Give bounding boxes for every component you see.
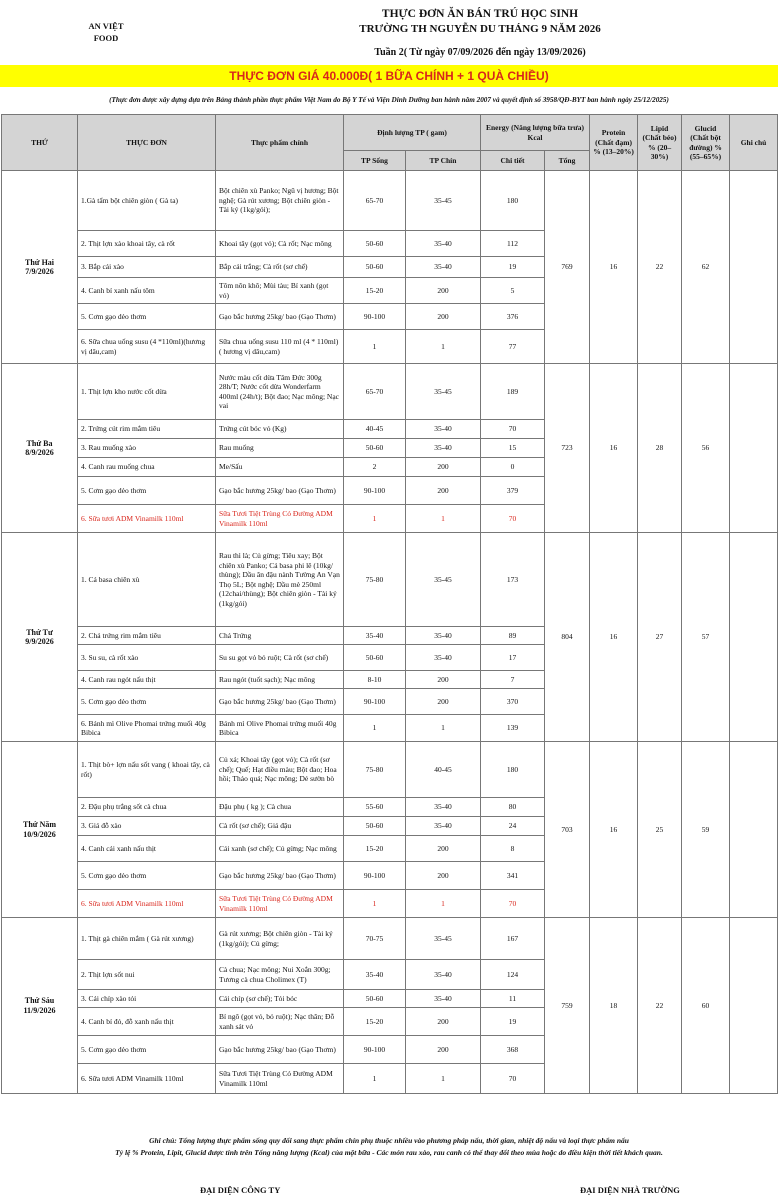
col-tp-song: TP Sống — [344, 151, 406, 171]
brand-line1: AN VIỆT — [88, 21, 124, 31]
price-banner: THỰC ĐƠN GIÁ 40.000Đ( 1 BỮA CHÍNH + 1 QUÀ CHIỀU) — [0, 65, 778, 87]
food-cell: Cà chua; Nạc mông; Nui Xoắn 300g; Tương cà chua Cholimex (T) — [216, 960, 344, 990]
raw-weight-cell: 1 — [344, 890, 406, 918]
cooked-weight-cell: 35-40 — [406, 817, 481, 836]
table-row — [2, 171, 778, 231]
cooked-weight-cell: 1 — [406, 715, 481, 742]
raw-weight-cell: 70-75 — [344, 918, 406, 960]
day-cell — [2, 533, 78, 742]
raw-weight-cell: 1 — [344, 715, 406, 742]
col-tp-chin: TP Chín — [406, 151, 481, 171]
raw-weight-cell: 90-100 — [344, 689, 406, 715]
dish-cell: 4. Canh bí xanh nấu tôm — [78, 278, 216, 304]
dish-cell: 2. Đậu phụ trắng sốt cà chua — [78, 798, 216, 817]
dish-cell: 3. Su su, cà rốt xào — [78, 645, 216, 671]
protein-cell: 16 — [590, 533, 638, 742]
dish-cell: 6. Bánh mì Olive Phomai trứng muối 40g Bibica — [78, 715, 216, 742]
title-line1: THỰC ĐƠN ĂN BÁN TRÚ HỌC SINH — [381, 8, 579, 20]
day-cell — [2, 918, 78, 1094]
note-cell — [730, 364, 778, 533]
note-cell — [730, 171, 778, 364]
cooked-weight-cell: 1 — [406, 890, 481, 918]
kcal-cell: 124 — [481, 960, 545, 990]
raw-weight-cell: 2 — [344, 458, 406, 477]
glucid-cell: 62 — [682, 171, 730, 364]
dish-cell: 3. Rau muống xào — [78, 439, 216, 458]
cooked-weight-cell: 200 — [406, 477, 481, 505]
kcal-cell: 89 — [481, 627, 545, 645]
dish-cell: 5. Cơm gạo dẻo thơm — [78, 477, 216, 505]
kcal-cell: 70 — [481, 420, 545, 439]
total-kcal-cell: 759 — [545, 918, 590, 1094]
protein-cell: 16 — [590, 364, 638, 533]
raw-weight-cell: 15-20 — [344, 836, 406, 862]
kcal-cell: 112 — [481, 231, 545, 257]
day-name: Thứ Tư — [26, 627, 53, 637]
food-cell: Sữa chua uống susu 110 ml (4 * 110ml)( hương vị dâu,cam) — [216, 330, 344, 364]
cooked-weight-cell: 35-40 — [406, 990, 481, 1008]
col-lipid: Lipid (Chất béo) % (20–30%) — [638, 115, 682, 171]
kcal-cell: 341 — [481, 862, 545, 890]
cooked-weight-cell: 200 — [406, 278, 481, 304]
food-cell: Cải xanh (sơ chế); Củ gừng; Nạc mông — [216, 836, 344, 862]
cooked-weight-cell: 35-40 — [406, 420, 481, 439]
day-name: Thứ Ba — [26, 438, 53, 448]
cooked-weight-cell: 35-40 — [406, 231, 481, 257]
glucid-cell: 59 — [682, 742, 730, 918]
kcal-cell: 19 — [481, 1008, 545, 1036]
dish-cell: 1. Thịt lợn kho nước cốt dừa — [78, 364, 216, 420]
protein-cell: 16 — [590, 742, 638, 918]
dish-cell: 4. Canh rau muống chua — [78, 458, 216, 477]
glucid-cell: 57 — [682, 533, 730, 742]
signature-school: ĐẠI DIỆN NHÀ TRƯỜNG — [580, 1185, 680, 1195]
food-cell: Me/Sấu — [216, 458, 344, 477]
cooked-weight-cell: 40-45 — [406, 742, 481, 798]
footer-note — [0, 1135, 778, 1159]
kcal-cell: 15 — [481, 439, 545, 458]
kcal-cell: 173 — [481, 533, 545, 627]
raw-weight-cell: 75-80 — [344, 533, 406, 627]
day-name: Thứ Năm — [22, 820, 57, 829]
raw-weight-cell: 65-70 — [344, 171, 406, 231]
table-row — [2, 918, 778, 960]
raw-weight-cell: 15-20 — [344, 278, 406, 304]
col-protein: Protein (Chất đạm) % (13–20%) — [590, 115, 638, 171]
cooked-weight-cell: 200 — [406, 836, 481, 862]
day-date: 10/9/2026 — [23, 829, 56, 839]
day-date: 9/9/2026 — [25, 637, 54, 646]
cooked-weight-cell: 35-45 — [406, 364, 481, 420]
source-note: (Thực đơn được xây dựng dựa trên Bảng thành phần thực phẩm Việt Nam do Bộ Y Tế và Viện Dinh Dưỡng ban hành năm 2007 và quyết định số 3958/QĐ-BYT ban hành ngày 25/12/2025) — [109, 96, 669, 104]
dish-cell: 3. Cải chíp xào tỏi — [78, 990, 216, 1008]
raw-weight-cell: 90-100 — [344, 304, 406, 330]
kcal-cell: 70 — [481, 505, 545, 533]
cooked-weight-cell: 35-40 — [406, 257, 481, 278]
day-date: 7/9/2026 — [25, 267, 54, 276]
food-cell: Gạo bắc hương 25kg/ bao (Gạo Thơm) — [216, 1036, 344, 1064]
food-cell: Cà rốt (sơ chế); Giá đậu — [216, 817, 344, 836]
cooked-weight-cell: 35-40 — [406, 439, 481, 458]
kcal-cell: 189 — [481, 364, 545, 420]
menu-table — [1, 114, 778, 1094]
raw-weight-cell: 65-70 — [344, 364, 406, 420]
kcal-cell: 7 — [481, 671, 545, 689]
raw-weight-cell: 35-40 — [344, 960, 406, 990]
food-cell: Cải chíp (sơ chế); Tỏi bóc — [216, 990, 344, 1008]
footer-note-line1: Ghi chú: Tổng lượng thực phẩm sống quy đổi sang thực phẩm chín phụ thuộc nhiều vào phương pháp nấu, thời gian, nhiệt độ nấu và loại thực phẩm nấu — [149, 1136, 629, 1145]
page-title — [300, 7, 660, 59]
dish-cell: 6. Sữa tươi ADM Vinamilk 110ml — [78, 505, 216, 533]
dish-cell: 1. Thịt gà chiên mắm ( Gà rút xương) — [78, 918, 216, 960]
brand-line2: FOOD — [93, 33, 119, 43]
kcal-cell: 5 — [481, 278, 545, 304]
total-kcal-cell: 703 — [545, 742, 590, 918]
raw-weight-cell: 1 — [344, 1064, 406, 1094]
dish-cell: 6. Sữa chua uống susu (4 *110ml)(hương vị dâu,cam) — [78, 330, 216, 364]
table-row — [2, 533, 778, 627]
kcal-cell: 139 — [481, 715, 545, 742]
cooked-weight-cell: 35-40 — [406, 798, 481, 817]
food-cell: Gà rút xương; Bột chiên giòn - Tài ký (1kg/gói); Củ gừng; — [216, 918, 344, 960]
kcal-cell: 180 — [481, 742, 545, 798]
col-food: Thực phẩm chính — [216, 115, 344, 171]
col-chi-tiet: Chi tiết — [481, 151, 545, 171]
food-cell: Sữa Tươi Tiệt Trùng Có Đường ADM Vinamilk 110ml — [216, 1064, 344, 1094]
cooked-weight-cell: 1 — [406, 505, 481, 533]
menu-body — [2, 171, 778, 1094]
col-energy: Energy (Năng lượng bữa trưa) Kcal — [481, 115, 590, 151]
dish-cell: 3. Giá đỗ xào — [78, 817, 216, 836]
food-cell: Khoai tây (gọt vỏ); Cà rốt; Nạc mông — [216, 231, 344, 257]
raw-weight-cell: 40-45 — [344, 420, 406, 439]
kcal-cell: 77 — [481, 330, 545, 364]
food-cell: Đậu phụ ( kg ); Cà chua — [216, 798, 344, 817]
dish-cell: 4. Canh cải xanh nấu thịt — [78, 836, 216, 862]
kcal-cell: 11 — [481, 990, 545, 1008]
cooked-weight-cell: 1 — [406, 330, 481, 364]
kcal-cell: 8 — [481, 836, 545, 862]
dish-cell: 5. Cơm gạo dẻo thơm — [78, 862, 216, 890]
note-cell — [730, 742, 778, 918]
cooked-weight-cell: 35-45 — [406, 533, 481, 627]
raw-weight-cell: 90-100 — [344, 1036, 406, 1064]
lipid-cell: 27 — [638, 533, 682, 742]
food-cell: Bắp cải trắng; Cà rốt (sơ chế) — [216, 257, 344, 278]
food-cell: Rau muống — [216, 439, 344, 458]
food-cell: Bánh mì Olive Phomai trứng muối 40g Bibica — [216, 715, 344, 742]
table-row — [2, 742, 778, 798]
footer-note-line2: Tỷ lệ % Protein, Lipit, Glucid được tính trên Tổng năng lượng (Kcal) của một bữa - Các món rau xào, rau canh có thể thay đổi theo mùa hoặc do điều kiện thời tiết khách quan. — [115, 1148, 663, 1157]
cooked-weight-cell: 35-40 — [406, 627, 481, 645]
signature-company: ĐẠI DIỆN CÔNG TY — [200, 1185, 281, 1195]
brand-logo-text — [66, 20, 146, 44]
title-line2: TRƯỜNG TH NGUYỄN DU THÁNG 9 NĂM 2026 — [359, 23, 601, 35]
kcal-cell: 70 — [481, 890, 545, 918]
kcal-cell: 376 — [481, 304, 545, 330]
dish-cell: 2. Trứng cút rim mắm tiêu — [78, 420, 216, 439]
raw-weight-cell: 55-60 — [344, 798, 406, 817]
cooked-weight-cell: 200 — [406, 671, 481, 689]
raw-weight-cell: 90-100 — [344, 477, 406, 505]
glucid-cell: 60 — [682, 918, 730, 1094]
total-kcal-cell: 804 — [545, 533, 590, 742]
protein-cell: 16 — [590, 171, 638, 364]
dish-cell: 1. Cá basa chiên xù — [78, 533, 216, 627]
day-cell — [2, 171, 78, 364]
dish-cell: 5. Cơm gạo dẻo thơm — [78, 689, 216, 715]
note-cell — [730, 918, 778, 1094]
kcal-cell: 0 — [481, 458, 545, 477]
dish-cell: 3. Bắp cải xào — [78, 257, 216, 278]
raw-weight-cell: 50-60 — [344, 817, 406, 836]
lipid-cell: 22 — [638, 171, 682, 364]
cooked-weight-cell: 35-40 — [406, 960, 481, 990]
food-cell: Gạo bắc hương 25kg/ bao (Gạo Thơm) — [216, 477, 344, 505]
food-cell: Bột chiên xù Panko; Ngũ vị hương; Bột nghệ; Gà rút xương; Bột chiên giòn - Tài ký (1kg/gói); — [216, 171, 344, 231]
week-range: Tuần 2( Từ ngày 07/09/2026 đến ngày 13/09/2026) — [374, 47, 586, 58]
food-cell: Gạo bắc hương 25kg/ bao (Gạo Thơm) — [216, 689, 344, 715]
protein-cell: 18 — [590, 918, 638, 1094]
day-cell — [2, 364, 78, 533]
kcal-cell: 370 — [481, 689, 545, 715]
cooked-weight-cell: 200 — [406, 1008, 481, 1036]
dish-cell: 5. Cơm gạo dẻo thơm — [78, 1036, 216, 1064]
kcal-cell: 167 — [481, 918, 545, 960]
raw-weight-cell: 8-10 — [344, 671, 406, 689]
kcal-cell: 368 — [481, 1036, 545, 1064]
food-cell: Chả Trứng — [216, 627, 344, 645]
raw-weight-cell: 50-60 — [344, 231, 406, 257]
dish-cell: 1. Thịt bò+ lợn nấu sốt vang ( khoai tây, cà rốt) — [78, 742, 216, 798]
food-cell: Bí ngô (gọt vỏ, bỏ ruột); Nạc thăn; Đỗ xanh sát vỏ — [216, 1008, 344, 1036]
day-cell — [2, 742, 78, 918]
glucid-cell: 56 — [682, 364, 730, 533]
raw-weight-cell: 15-20 — [344, 1008, 406, 1036]
cooked-weight-cell: 200 — [406, 1036, 481, 1064]
kcal-cell: 180 — [481, 171, 545, 231]
raw-weight-cell: 90-100 — [344, 862, 406, 890]
food-cell: Su su gọt vỏ bỏ ruột; Cà rốt (sơ chế) — [216, 645, 344, 671]
total-kcal-cell: 723 — [545, 364, 590, 533]
note-cell — [730, 533, 778, 742]
kcal-cell: 379 — [481, 477, 545, 505]
col-dinh-luong: Định lượng TP ( gam) — [344, 115, 481, 151]
dish-cell: 2. Chả trứng rim mắm tiêu — [78, 627, 216, 645]
lipid-cell: 22 — [638, 918, 682, 1094]
food-cell: Trứng cút bóc vỏ (Kg) — [216, 420, 344, 439]
food-cell: Rau ngót (tuốt sạch); Nạc mông — [216, 671, 344, 689]
food-cell: Gạo bắc hương 25kg/ bao (Gạo Thơm) — [216, 862, 344, 890]
dish-cell: 4. Canh bí đỏ, đỗ xanh nấu thịt — [78, 1008, 216, 1036]
food-cell: Sữa Tươi Tiệt Trùng Có Đường ADM Vinamilk 110ml — [216, 505, 344, 533]
food-cell: Củ xả; Khoai tây (gọt vỏ); Cà rốt (sơ chế); Quế; Hạt điều màu; Bột đao; Hoa hồi; Thảo quả; Nạc mông; Dẻ sườn bò — [216, 742, 344, 798]
cooked-weight-cell: 35-45 — [406, 918, 481, 960]
raw-weight-cell: 50-60 — [344, 645, 406, 671]
raw-weight-cell: 35-40 — [344, 627, 406, 645]
food-cell: Gạo bắc hương 25kg/ bao (Gạo Thơm) — [216, 304, 344, 330]
raw-weight-cell: 50-60 — [344, 257, 406, 278]
dish-cell: 4. Canh rau ngót nấu thịt — [78, 671, 216, 689]
dish-cell: 2. Thịt lợn sốt nui — [78, 960, 216, 990]
day-name: Thứ Sáu — [24, 996, 55, 1005]
dish-cell: 6. Sữa tươi ADM Vinamilk 110ml — [78, 1064, 216, 1094]
raw-weight-cell: 75-80 — [344, 742, 406, 798]
kcal-cell: 19 — [481, 257, 545, 278]
dish-cell: 1.Gà tẩm bột chiên giòn ( Gà ta) — [78, 171, 216, 231]
kcal-cell: 24 — [481, 817, 545, 836]
day-date: 8/9/2026 — [25, 448, 54, 457]
lipid-cell: 25 — [638, 742, 682, 918]
cooked-weight-cell: 200 — [406, 689, 481, 715]
total-kcal-cell: 769 — [545, 171, 590, 364]
kcal-cell: 80 — [481, 798, 545, 817]
cooked-weight-cell: 200 — [406, 862, 481, 890]
kcal-cell: 17 — [481, 645, 545, 671]
day-date: 11/9/2026 — [23, 1005, 56, 1015]
raw-weight-cell: 1 — [344, 505, 406, 533]
cooked-weight-cell: 35-45 — [406, 171, 481, 231]
col-tong: Tổng — [545, 151, 590, 171]
cooked-weight-cell: 1 — [406, 1064, 481, 1094]
col-ghi-chu: Ghi chú — [730, 115, 778, 171]
cooked-weight-cell: 35-40 — [406, 645, 481, 671]
col-thu: THỨ — [2, 115, 78, 171]
food-cell: Rau thì là; Củ gừng; Tiêu xay; Bột chiên xù Panko; Cá basa phi lê (10kg/ thùng); Dầu ăn đậu nành Tường An Vạn Thọ 5L; Bột nghệ; Dầu mè 250ml (12chai/thùng); Bột chiên giòn - Tài ký (1kg/gói) — [216, 533, 344, 627]
dish-cell: 2. Thịt lợn xào khoai tây, cà rốt — [78, 231, 216, 257]
table-row — [2, 364, 778, 420]
raw-weight-cell: 1 — [344, 330, 406, 364]
cooked-weight-cell: 200 — [406, 458, 481, 477]
food-cell: Sữa Tươi Tiệt Trùng Có Đường ADM Vinamilk 110ml — [216, 890, 344, 918]
kcal-cell: 70 — [481, 1064, 545, 1094]
cooked-weight-cell: 200 — [406, 304, 481, 330]
food-cell: Tôm nõn khô; Mùi tàu; Bí xanh (gọt vỏ) — [216, 278, 344, 304]
raw-weight-cell: 50-60 — [344, 439, 406, 458]
lipid-cell: 28 — [638, 364, 682, 533]
raw-weight-cell: 50-60 — [344, 990, 406, 1008]
col-menu: THỰC ĐƠN — [78, 115, 216, 171]
day-name: Thứ Hai — [24, 257, 55, 267]
dish-cell: 6. Sữa tươi ADM Vinamilk 110ml — [78, 890, 216, 918]
dish-cell: 5. Cơm gạo dẻo thơm — [78, 304, 216, 330]
col-glucid: Glucid (Chất bột đường) % (55–65%) — [682, 115, 730, 171]
food-cell: Nước màu cốt dừa Tâm Đức 300g 28h/T; Nước cốt dừa Wonderfarm 400ml (24h/t); Bột đao; Nạc mông; Nạc vai — [216, 364, 344, 420]
